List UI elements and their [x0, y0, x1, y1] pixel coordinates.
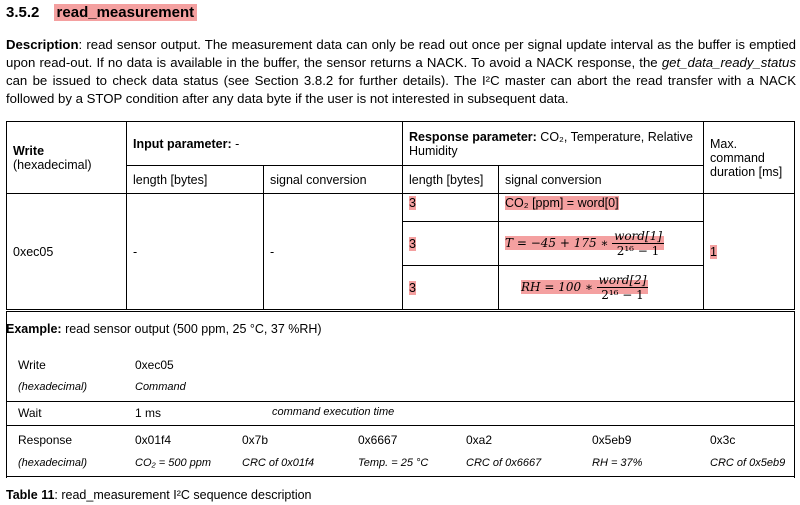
response-length-2: 3 — [409, 236, 416, 251]
example-box — [6, 311, 795, 478]
max-duration-cell — [704, 194, 795, 310]
conversion-co2-cell — [499, 194, 704, 222]
example-title-label: Example: — [6, 322, 62, 336]
input-header-cell — [127, 122, 403, 166]
write-header-sub: (hexadecimal) — [13, 157, 92, 172]
command-code: 0xec05 — [13, 244, 54, 259]
conversion-co2: CO₂ [ppm] = word[0] — [505, 196, 619, 210]
temperature-fraction — [612, 229, 664, 258]
response-header-value: CO₂, Temperature, Relative Humidity — [409, 129, 693, 158]
temperature-numerator: word[1] — [614, 229, 662, 243]
description-italic-command: get_data_ready_status — [661, 55, 796, 70]
table-caption — [6, 488, 312, 502]
response-length-2-cell — [403, 222, 499, 266]
input-signal-header: signal conversion — [264, 166, 403, 194]
description-text-1: : read sensor output. The measurement data can only be read out once per signal update interval as the buffer is emptied upon read-out. If no data is available in the buffer, the sensor returns a NACK. To avoid a NACK response, the — [6, 37, 796, 70]
write-header-cell — [7, 122, 127, 194]
max-duration-value: 1 — [710, 244, 717, 259]
humidity-fraction — [597, 273, 649, 302]
response-byte-note: CRC of 0x01f4 — [242, 457, 315, 469]
response-byte-note: RH = 37% — [592, 457, 643, 469]
response-byte-value: 0x3c — [710, 433, 736, 447]
response-length-1-cell — [403, 194, 499, 222]
response-byte-value: 0xa2 — [466, 433, 493, 447]
section-heading — [6, 4, 197, 21]
example-title — [6, 322, 322, 336]
example-write-value: 0xec05 — [135, 358, 174, 372]
command-table — [6, 121, 795, 310]
divider-wait-top — [6, 401, 795, 402]
caption-text: : read_measurement I²C sequence description — [54, 488, 312, 502]
example-write-label: Write — [18, 358, 46, 372]
temperature-formula-lhs: T = −45 + 175 ∗ — [505, 235, 609, 250]
description-paragraph — [6, 36, 796, 108]
example-wait-label: Wait — [18, 406, 42, 420]
description-text-2: can be issued to check data status (see Section 3.8.2 for further details). The I²C master can abort the read transfer with a NACK followed by a STOP condition after any data byte if the user is not interested in subsequent data. — [6, 73, 796, 106]
temperature-denominator: 2¹⁶ − 1 — [616, 244, 660, 258]
response-byte-value: 0x5eb9 — [592, 433, 632, 447]
input-signal-value: - — [264, 194, 403, 310]
response-header-label: Response parameter: — [409, 129, 537, 144]
example-response-sub: (hexadecimal) — [18, 457, 88, 469]
example-title-text: read sensor output (500 ppm, 25 °C, 37 %RH) — [61, 322, 322, 336]
humidity-formula-lhs: RH = 100 ∗ — [521, 279, 594, 294]
example-response-label: Response — [18, 433, 73, 447]
write-header: Write — [13, 143, 45, 158]
response-length-1: 3 — [409, 196, 416, 210]
response-byte-value: 0x7b — [242, 433, 269, 447]
conversion-humidity-cell — [499, 266, 704, 310]
example-write-sub: (hexadecimal) — [18, 381, 88, 393]
response-byte-value: 0x01f4 — [135, 433, 172, 447]
description-label: Description — [6, 37, 79, 52]
response-length-3-cell — [403, 266, 499, 310]
input-length-header: length [bytes] — [127, 166, 264, 194]
input-header-label: Input parameter: — [133, 136, 232, 151]
divider-wait-bottom — [6, 425, 795, 426]
humidity-denominator: 2¹⁶ − 1 — [601, 288, 644, 302]
conversion-temperature — [505, 229, 664, 258]
response-signal-header: signal conversion — [499, 166, 704, 194]
command-name: read_measurement — [54, 4, 198, 21]
input-header-value: - — [231, 136, 240, 151]
humidity-numerator: word[2] — [598, 273, 647, 287]
example-wait-note: command execution time — [272, 406, 395, 418]
response-header-cell — [403, 122, 704, 166]
max-duration-header: Max. command duration [ms] — [704, 122, 795, 194]
response-byte-note: CRC of 0x6667 — [466, 457, 542, 469]
divider-example-bottom — [6, 476, 795, 477]
response-byte-note: CRC of 0x5eb9 — [710, 457, 786, 469]
input-length-value: - — [127, 194, 264, 310]
response-byte-note: Temp. = 25 °C — [358, 457, 429, 469]
section-number: 3.5.2 — [6, 4, 40, 21]
response-length-3: 3 — [409, 280, 416, 295]
command-code-cell — [7, 194, 127, 310]
conversion-temperature-cell — [499, 222, 704, 266]
response-length-header: length [bytes] — [403, 166, 499, 194]
example-write-value-sub: Command — [135, 381, 186, 393]
caption-label: Table 11 — [6, 488, 55, 502]
response-byte-note: CO₂ = 500 ppm — [135, 457, 212, 469]
conversion-humidity — [521, 273, 648, 302]
response-byte-value: 0x6667 — [358, 433, 398, 447]
example-wait-value: 1 ms — [135, 406, 162, 420]
